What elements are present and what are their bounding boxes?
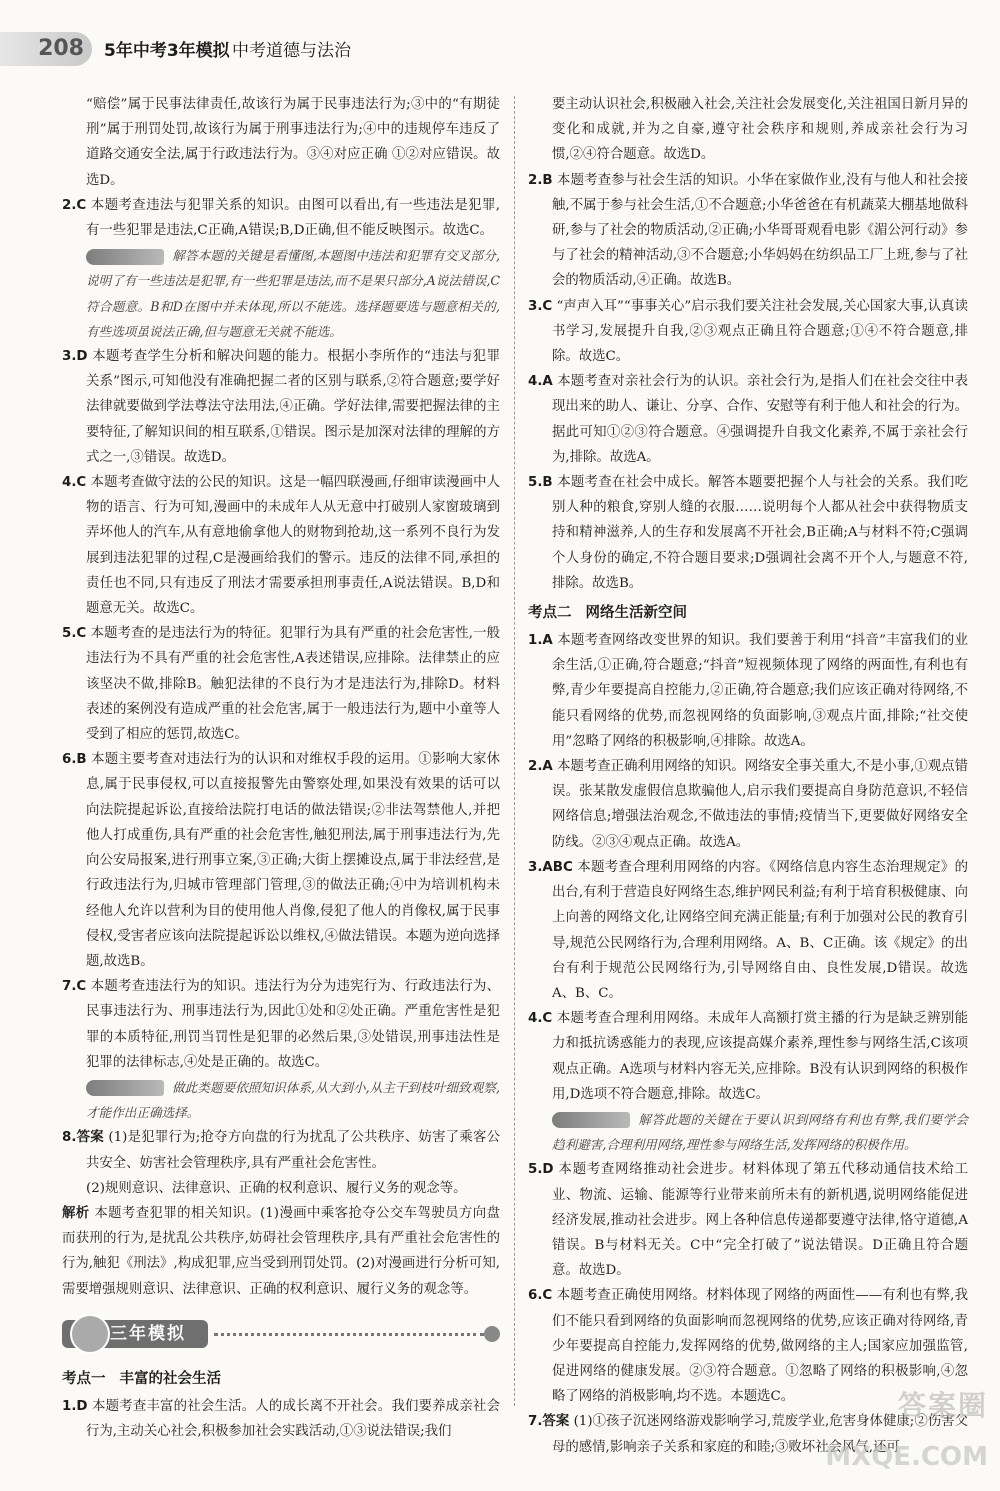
section-heading: 考点二 网络生活新空间 [528,605,687,622]
answer-item: 4.C 本题考查合理利用网络。未成年人高额打赏主播的行为是缺乏辨别能力和抵抗诱惑能力的表现,应该提高媒介素养,理性参与网络生活,C该项观点正确。A选项与材料内容无关,应排除。B没有认识到网络的积极作用,D选项不符合题意,排除。故选C。 [528,1011,968,1102]
watermark [825,1384,988,1484]
answer-item: 7.C 本题考查违法行为的知识。违法行为分为违宪行为、行政违法行为、民事违法行为、刑事违法行为,因此①处和②处正确。严重危害性是犯罪的本质特征,刑罚当罚性是犯罪的必然后果,③处错误,刑事违法性是犯罪的法律标志,④处是正确的。故选C。 [62,979,501,1070]
banner-dotted-rule [214,1333,484,1336]
answer-continuation: 要主动认识社会,积极融入社会,关注社会发展变化,关注祖国日新月异的变化和成就,并为之自豪,遵守社会秩序和规则,养成亲社会行为习惯,②④符合题意。故选D。 [552,97,968,163]
answer-item: 5.B 本题考查在社会中成长。解答本题要把握个人与社会的关系。我们吃别人种的粮食,穿别人缝的衣服……说明每个人都从社会中获得物质支持和精神滋养,人的生存和发展离不开社会,B正确;A与材料不符;C强调个人身份的确定,不符合题目要求;D强调社会离不开个人,与题意不符,排除。故选B。 [528,475,968,591]
tip-box: 做此类题要依照知识体系,从大到小,从主干到枝叶细致观察,才能作出正确选择。 [86,1079,500,1121]
answer-continuation: “赔偿”属于民事法律责任,故该行为属于民事违法行为;③中的“有期徒刑”属于刑罚处罚,故该行为属于刑事违法行为;④中的违规停车违反了道路交通安全法,属于行政违法行为。③④对应正确 ①②对应错误。故选D。 [86,97,500,188]
answer-item: 5.D 本题考查网络推动社会进步。材料体现了第五代移动通信技术给工业、物流、运输、能源等行业带来前所未有的新机遇,说明网络能促进经济发展,推动社会进步。网上各种信息传递都要遵守法律,恪守道德,A错误。B与材料无关。C中“完全打破了”说法错误。D正确且符合题意。故选D。 [528,1162,968,1279]
answer-item: 5.C 本题考查的是违法行为的特征。犯罪行为具有严重的社会危害性,一般违法行为不具有严重的社会危害性,A表述错误,应排除。法律禁止的应该坚决不做,排除B。触犯法律的不良行为才是违法行为,排除D。材料表述的案例没有造成严重的社会危害,属于一般违法行为,题中小童等人受到了相应的惩罚,故选C。 [62,626,500,743]
answer-item: 3.ABC 本题考查合理利用网络的内容。《网络信息内容生态治理规定》的出台,有利于营造良好网络生态,维护网民利益;有利于培育积极健康、向上向善的网络文化,让网络空间充满正能量;有利于加强对公民的教育引导,规范公民网络行为,合理利用网络。A、B、C正确。该《规定》的出台有利于规范公民网络行为,引导网络自由、良性发展,D错误。故选A、B、C。 [528,859,968,1001]
tip-badge-icon [552,1112,630,1128]
tip-badge-icon [86,1080,164,1096]
answer-item: 1.D 本题考查丰富的社会生活。人的成长离不开社会。我们要养成亲社会行为,主动关心社会,积极参加社会实践活动,①③说法错误;我们 [62,1398,501,1439]
tip-box: 解答本题的关键是看懂图,本题图中违法和犯罪有交叉部分,说明了有一些违法是犯罪,有一些犯罪是违法,而不是果只部分,A说法错误,C符合题意。B和D在图中并未体现,所以不能选。选择题要选与题意相关的,有些选项虽说法正确,但与题意无关就不能选。 [86,248,500,339]
answer-item: 2.A 本题考查正确利用网络的知识。网络安全事关重大,不是小事,①观点错误。张某散发虚假信息欺骗他人,启示我们要提高自身防范意识,不轻信网络信息;增强法治观念,不做违法的事情;疫情当下,更要做好网络安全防线。②③④观点正确。故选A。 [528,759,968,850]
left-column [62,92,500,1444]
page-header [0,32,1000,66]
answer-item-7: 7.答案 (1)①孩子沉迷网络游戏影响学习,荒废学业,危害身体健康;②伤害父母的感情,影响亲子关系和家庭的和睦;③败坏社会风气,还可 [528,1414,968,1455]
answer-item: 3.C “声声入耳”“事事关心”启示我们要关注社会发展,关心国家大事,认真读书学习,发展提升自我,②③观点正确且符合题意;①④不符合题意,排除。故选C。 [528,298,968,365]
banner-title: 三年模拟 [110,1323,186,1344]
answer-item: 6.C 本题考查正确使用网络。材料体现了网络的两面性——有利也有弊,我们不能只看到网络的负面影响而忽视网络的优势,应该正确对待网络,青少年要提高自控能力,发挥网络的优势,做网络的主人;国家应加强监管,促进网络的健康发展。②③符合题意。①忽略了网络的积极影响,④忽略了网络的消极影响,均不选。本题选C。 [528,1288,968,1405]
book-series-title: 5年中考3年模拟 [104,41,230,61]
subject-title: 中考道德与法治 [232,41,351,61]
watermark-site: MXQE.COM [825,1442,988,1472]
answer-item: 6.B 本题主要考查对违法行为的认识和对维权手段的运用。①影响大家休息,属于民事侵权,可以直接报警先由警察处理,如果没有效果的话可以向法院提起诉讼,直接给法院打电话的做法错误;②非法驾禁他人,并把他人打成重伤,具有严重的社会危害性,触犯刑法,属于刑事违法行为,先向公安局报案,进行刑事立案,③正确;大街上摆摊设点,属于非法经营,是行政违法行为,归城市管理部门管理,③的做法正确;④中为培训机构未经他人允许以营利为目的使用他人肖像,侵犯了他人的肖像权,属于民事侵权,受害者应该向法院提起诉讼以维权,④做法错误。本题为逆向选择题,故选B。 [62,752,501,969]
section-heading: 考点一 丰富的社会生活 [62,1370,221,1387]
answer-item: 4.C 本题考查做守法的公民的知识。这是一幅四联漫画,仔细审读漫画中人物的语言、行为可知,漫画中的未成年人从无意中打破别人家窗玻璃到弄坏他人的汽车,从有意地偷拿他人的财物到抢劫,这一系列不良行为发展到违法犯罪的过程,C是漫画给我们的警示。违反的法律不同,承担的责任也不同,只有违反了刑法才需要承担刑事责任,A说法错误。B,D和题意无关。故选C。 [62,475,500,617]
tip-box: 解答此题的关键在于要认识到网络有利也有弊,我们要学会趋利避害,合理利用网络,理性参与网络生活,发挥网络的积极作用。 [552,1111,968,1153]
right-column [528,92,968,1460]
answer-item-8-part2: (2)规则意识、法律意识、正确的权利意识、履行义务的观念等。 [86,1180,467,1196]
answer-item: 2.C 本题考查违法与犯罪关系的知识。由图可以看出,有一些违法是犯罪,有一些犯罪是违法,C正确,A错误;B,D正确,但不能反映图示。故选C。 [62,197,500,239]
answer-item: 2.B 本题考查参与社会生活的知识。小华在家做作业,没有与他人和社会接触,不属于参与社会生活,①不合题意;小华爸爸在有机蔬菜大棚基地做科研,参与了社会的物质活动,②正确;小华哥哥观看电影《湄公河行动》参与了社会的精神活动,③不合题意;小华妈妈在纺织品工厂上班,参与了社会的物质活动,④正确。故选B。 [528,172,968,289]
analysis: 解析 本题考查犯罪的相关知识。(1)漫画中乘客抢夺公交车驾驶员方向盘而获刑的行为,是扰乱公共秩序,妨碍社会管理秩序,具有严重社会危害性的行为,触犯《刑法》,构成犯罪,应当受到刑罚处罚。(2)对漫画进行分析可知,需要增强规则意识、法律意识、正确的权利意识、履行义务的观念等。 [62,1205,501,1297]
answer-item: 3.D 本题考查学生分析和解决问题的能力。根据小李所作的“违法与犯罪关系”图示,可知他没有准确把握二者的区别与联系,②符合题意;要学好法律就要做到学法尊法守法用法,④正确。学好法律,需要把握法律的主要特征,了解知识间的相互联系,①错误。图示是加深对法律的理解的方式之一,③错误。故选D。 [62,349,501,465]
banner-end-dot-icon [484,1326,500,1342]
answer-item-8: 8.答案 (1)是犯罪行为;抢夺方向盘的行为扰乱了公共秩序、妨害了乘客公共安全、妨害社会管理秩序,具有严重社会危害性。 [62,1130,500,1171]
section-banner [62,1312,500,1358]
tip-badge-icon [86,249,164,265]
answer-item: 1.A 本题考查网络改变世界的知识。我们要善于利用“抖音”丰富我们的业余生活,①正确,符合题意;“抖音”短视频体现了网络的两面性,有利也有弊,青少年要提高自控能力,②正确,符合题意;我们应该正确对待网络,不能只看网络的优势,而忽视网络的负面影响,③观点片面,排除;“社交使用”忽略了网络的积极影响,④排除。故选A。 [528,633,968,749]
answer-item: 4.A 本题考查对亲社会行为的认识。亲社会行为,是指人们在社会交往中表现出来的助人、谦让、分享、合作、安慰等有利于他人和社会的行为。据此可知①②③符合题意。④强调提升自我文化素养,不属于亲社会行为,排除。故选A。 [528,374,968,465]
mascot-icon [70,1314,110,1354]
page-number: 208 [0,32,92,66]
column-divider [514,96,515,1406]
watermark-logo: 答案圈 [897,1389,988,1422]
